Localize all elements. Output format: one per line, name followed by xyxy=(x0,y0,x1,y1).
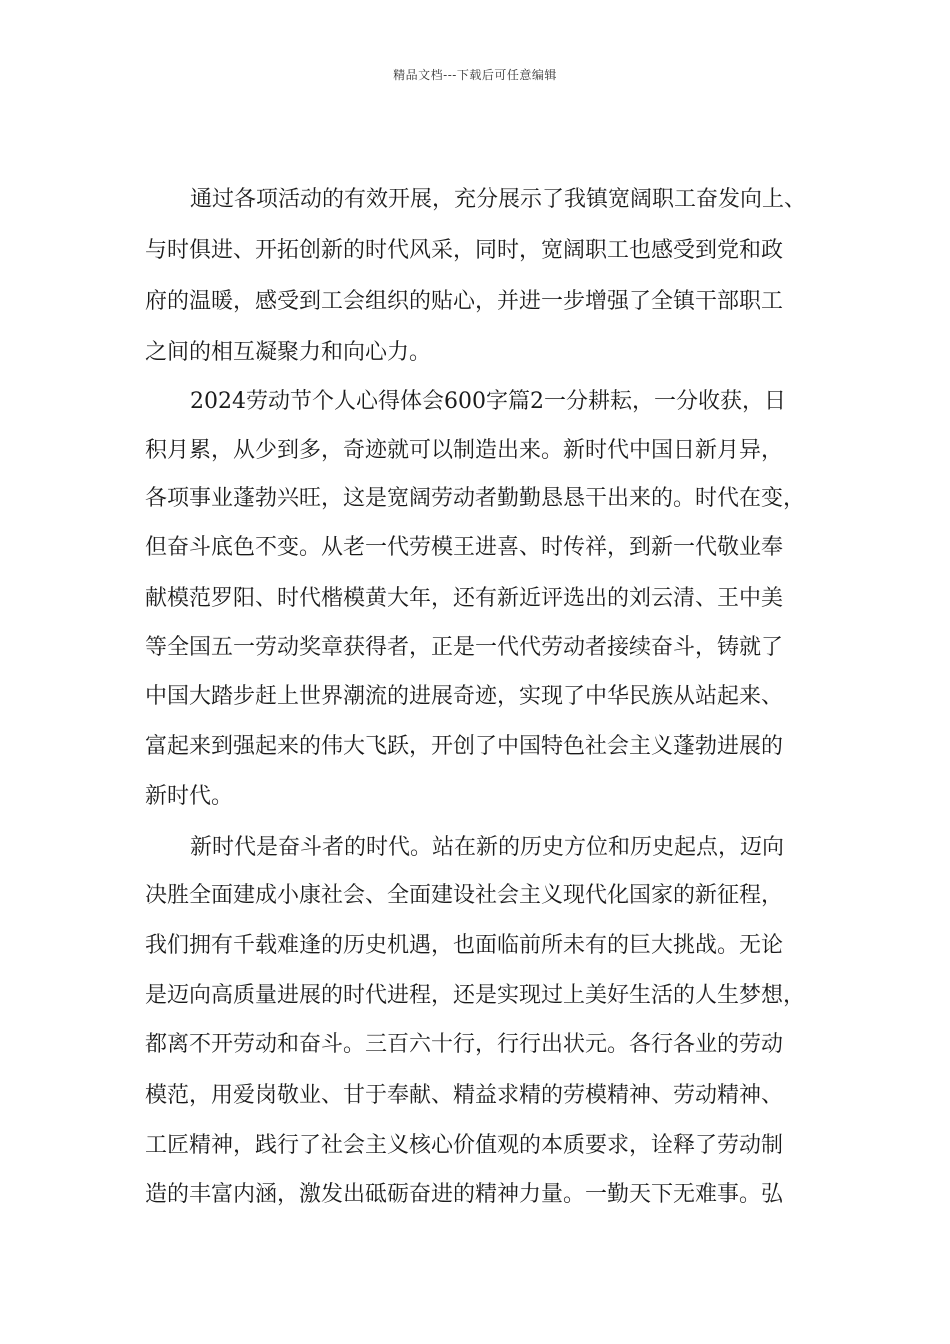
text-line: 造的丰富内涵，激发出砥砺奋进的精神力量。一勤天下无难事。弘 xyxy=(145,1182,784,1207)
text-line: 是迈向高质量进展的时代进程，还是实现过上美好生活的人生梦想， xyxy=(145,983,806,1008)
text-line: 积月累，从少到多，奇迹就可以制造出来。新时代中国日新月异， xyxy=(145,438,784,463)
text-line: 府的温暖，感受到工会组织的贴心，并进一步增强了全镇干部职工 xyxy=(145,289,784,314)
text-line: 之间的相互凝聚力和向心力。 xyxy=(145,340,432,365)
text-line: 各项事业蓬勃兴旺，这是宽阔劳动者勤勤恳恳干出来的。时代在变， xyxy=(145,486,806,511)
text-line: 决胜全面建成小康社会、全面建设社会主义现代化国家的新征程， xyxy=(145,883,784,908)
text-line: 富起来到强起来的伟大飞跃，开创了中国特色社会主义蓬勃进展的 xyxy=(145,734,784,759)
text-line: 我们拥有千载难逢的历史机遇，也面临前所未有的巨大挑战。无论 xyxy=(145,933,784,958)
page-header: 精品文档---下载后可任意编辑 xyxy=(393,68,557,82)
text-line: 模范，用爱岗敬业、甘于奉献、精益求精的劳模精神、劳动精神、 xyxy=(145,1083,784,1108)
text-line: 与时俱进、开拓创新的时代风采，同时，宽阔职工也感受到党和政 xyxy=(145,238,784,263)
text-line: 都离不开劳动和奋斗。三百六十行，行行出状元。各行各业的劳动 xyxy=(145,1032,784,1057)
text-line: 但奋斗底色不变。从老一代劳模王进喜、时传祥，到新一代敬业奉 xyxy=(145,535,784,560)
text-line: 新时代是奋斗者的时代。站在新的历史方位和历史起点，迈向 xyxy=(190,835,785,860)
text-line: 2024劳动节个人心得体会600字篇2一分耕耘，一分收获，日 xyxy=(190,389,786,414)
text-line: 等全国五一劳动奖章获得者，正是一代代劳动者接续奋斗，铸就了 xyxy=(145,635,784,660)
text-line: 工匠精神，践行了社会主义核心价值观的本质要求，诠释了劳动制 xyxy=(145,1133,784,1158)
text-line: 中国大踏步赶上世界潮流的进展奇迹，实现了中华民族从站起来、 xyxy=(145,684,784,709)
text-line: 通过各项活动的有效开展，充分展示了我镇宽阔职工奋发向上、 xyxy=(190,187,807,212)
text-line: 新时代。 xyxy=(145,784,234,809)
text-line: 献模范罗阳、时代楷模黄大年，还有新近评选出的刘云清、王中美 xyxy=(145,586,784,611)
